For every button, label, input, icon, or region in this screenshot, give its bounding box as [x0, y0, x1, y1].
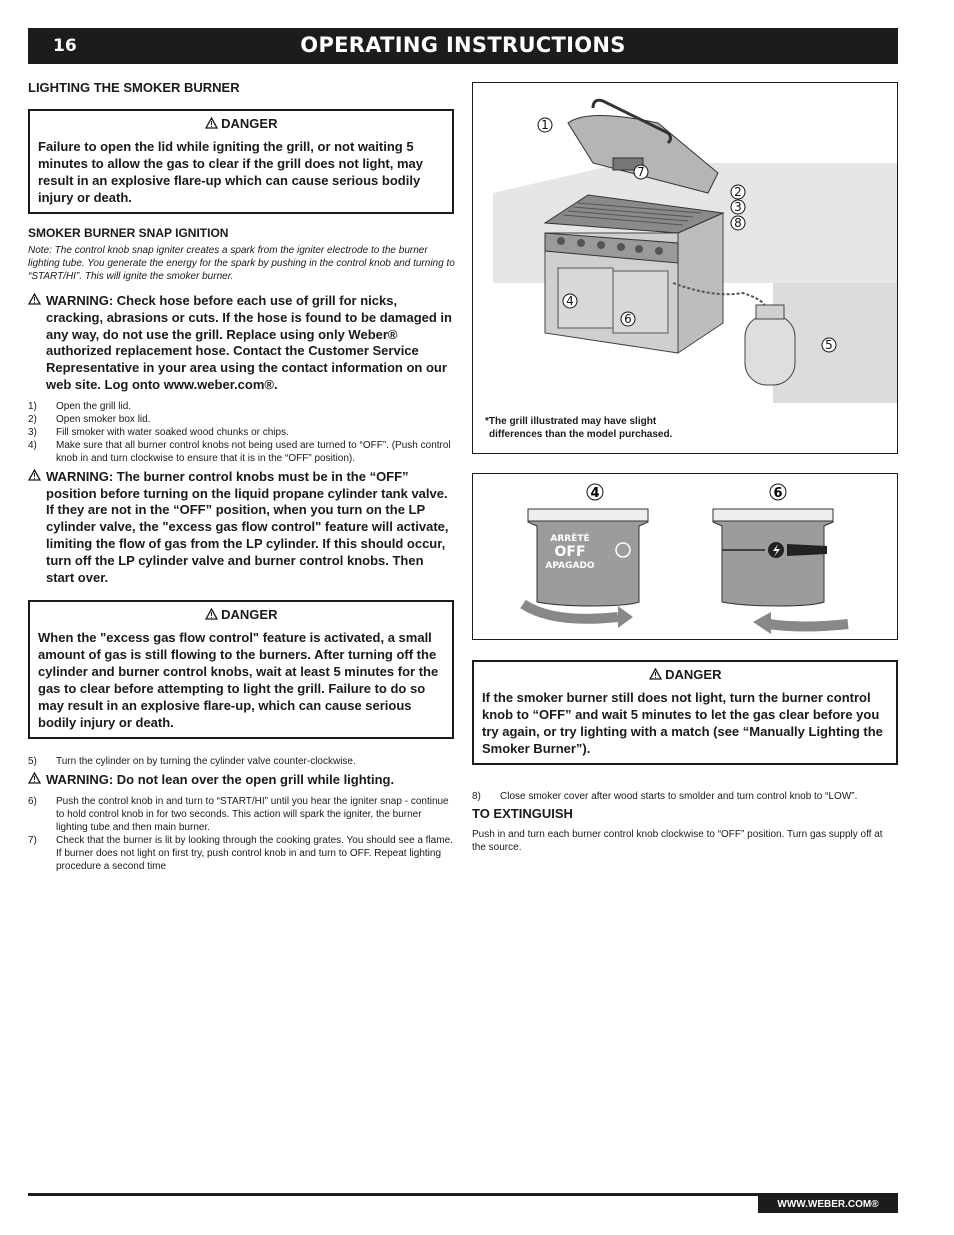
- step-number: 2): [28, 413, 37, 425]
- callout-label: 1: [541, 118, 549, 132]
- knob-label-spanish: APAGADO: [545, 561, 595, 571]
- warning-triangle-icon: [28, 469, 41, 481]
- step-item: [28, 400, 455, 413]
- callout-label: 3: [734, 200, 742, 214]
- step-number: 3): [28, 426, 37, 438]
- callout-label: 5: [825, 338, 833, 352]
- callout-label: 8: [734, 216, 742, 230]
- warning-text: WARNING: The burner control knobs must be in the “OFF” position before turning on the liquid propane cylinder tank valve. If they are not in the “OFF” position, when you turn on the LP cylinder valve, the "excess gas flow control" feature will activate, limiting the flow of gas from the LP cylinder. If this should occur, turn off the LP cylinder valve and burner control knobs. Then start over.: [46, 468, 449, 585]
- warning-lean: [28, 772, 455, 789]
- warning-triangle-icon: [28, 772, 41, 784]
- steps-list-d: [472, 790, 899, 803]
- callout-label: 4: [566, 294, 574, 308]
- warning-text: WARNING: Do not lean over the open grill while lighting.: [46, 772, 395, 788]
- step-text: Open the grill lid.: [56, 400, 132, 412]
- step-item: [28, 439, 455, 465]
- figure-caption: [485, 415, 672, 441]
- step-text: Fill smoker with water soaked wood chunks or chips.: [56, 426, 289, 438]
- warning-hose: [28, 293, 455, 394]
- callout-label: 2: [734, 185, 742, 199]
- step-text: Make sure that all burner control knobs not being used are turned to “OFF”. (Push control knob in and turn clockwise to ensure that it is in the “OFF” position).: [56, 439, 451, 464]
- danger-box-2: [28, 600, 454, 739]
- step-number: 7): [28, 835, 37, 847]
- step-item: [28, 795, 455, 834]
- extinguish-text: Push in and turn each burner control knob clockwise to “OFF” position. Turn gas supply off at the source.: [472, 829, 883, 853]
- steps-list-b: [28, 755, 455, 768]
- page-number: 16: [53, 36, 77, 56]
- danger-title: [38, 116, 444, 131]
- step-item: [28, 755, 455, 768]
- knob-label-off: OFF: [554, 544, 586, 560]
- ignition-note: Note: The control knob snap igniter creates a spark from the igniter electrode to the burner lighting tube. You generate the energy for the spark by pushing in the control knob and turning to “START/HI”. This will ignite the smoker burner.: [28, 245, 455, 282]
- warning-triangle-icon: [205, 608, 218, 620]
- step-number: 6): [28, 796, 37, 808]
- steps-list-c: [28, 795, 455, 873]
- step-number: 1): [28, 400, 37, 412]
- callout-left: 4: [590, 486, 600, 501]
- step-item: [28, 834, 455, 873]
- footer-url: WWW.WEBER.COM®: [758, 1196, 898, 1213]
- danger-text: If the smoker burner still does not light, turn the burner control knob to “OFF” and wait 5 minutes to let the gas clear before you try again, or try lighting with a match (see “Manually Lighting the Smoker Burner”).: [482, 690, 883, 756]
- callout-right: 6: [773, 486, 783, 501]
- danger-title: [482, 667, 888, 682]
- warning-triangle-icon: [205, 117, 218, 129]
- grill-illustration: [473, 83, 897, 413]
- step-number: 5): [28, 756, 37, 768]
- left-column: [28, 80, 455, 877]
- knob-figure: [472, 473, 898, 640]
- steps-list-a: [28, 400, 455, 465]
- warning-triangle-icon: [28, 293, 41, 305]
- danger-text: When the "excess gas flow control" feature is activated, a small amount of gas is still flowing to the burners. After turning off the cylinder and burner control knobs, wait at least 5 minutes for the gas to clear before attempting to light the grill. Failure to do so may result in an explosive flare-up, which can cause serious bodily injury or death.: [38, 630, 439, 731]
- callout-label: 7: [637, 165, 645, 179]
- callout-label: 6: [624, 312, 632, 326]
- danger-title: [38, 607, 444, 622]
- caption-line: differences than the model purchased.: [489, 429, 673, 440]
- section-title: LIGHTING THE SMOKER BURNER: [28, 80, 240, 95]
- knob-label-french: ARRÊTÉ: [550, 534, 590, 544]
- step-text: Check that the burner is lit by looking through the cooking grates. You should see a flame. If burner does not light on first try, push control knob in and turn to OFF. Repeat lighting procedure a second time: [56, 835, 453, 873]
- page-title: OPERATING INSTRUCTIONS: [300, 33, 626, 57]
- warning-text: WARNING: Check hose before each use of grill for nicks, cracking, abrasions or cuts. If the hose is found to be damaged in any way, do not use the grill. Replace using only Weber® authorized replacement hose. Contact the Customer Service Representative in your area using the contact information on our web site. Log onto www.weber.com®.: [46, 293, 452, 392]
- step-item: [28, 413, 455, 426]
- grill-illustration-figure: [472, 82, 898, 454]
- step-text: Close smoker cover after wood starts to smolder and turn control knob to “LOW”.: [500, 791, 858, 802]
- danger-text: Failure to open the lid while igniting the grill, or not waiting 5 minutes to allow the gas to clear if the grill does not light, may result in an explosive flare-up which can cause serious bodily injury or death.: [38, 139, 423, 205]
- step-number: 4): [28, 439, 37, 451]
- header-bar: [28, 28, 898, 64]
- step-item: [28, 426, 455, 439]
- step-text: Open smoker box lid.: [56, 413, 151, 425]
- extinguish-title: TO EXTINGUISH: [472, 806, 573, 821]
- step-item: [472, 790, 899, 803]
- danger-label: DANGER: [221, 116, 278, 131]
- danger-box-1: [28, 109, 454, 214]
- danger-label: DANGER: [665, 667, 722, 682]
- knob-illustration: [473, 474, 897, 639]
- subsection-title: SMOKER BURNER SNAP IGNITION: [28, 226, 229, 240]
- danger-box-3: [472, 660, 898, 765]
- step-text: Turn the cylinder on by turning the cylinder valve counter-clockwise.: [56, 756, 356, 768]
- warning-triangle-icon: [649, 668, 662, 680]
- caption-line: *The grill illustrated may have slight: [485, 416, 657, 427]
- step-number: 8): [472, 791, 481, 802]
- danger-label: DANGER: [221, 607, 278, 623]
- step-text: Push the control knob in and turn to “START/HI” until you hear the igniter snap - continue to hold control knob in for two seconds. This action will spark the igniter, the burner lighting tube and then main burner.: [56, 796, 449, 834]
- warning-knobs-off: [28, 469, 455, 587]
